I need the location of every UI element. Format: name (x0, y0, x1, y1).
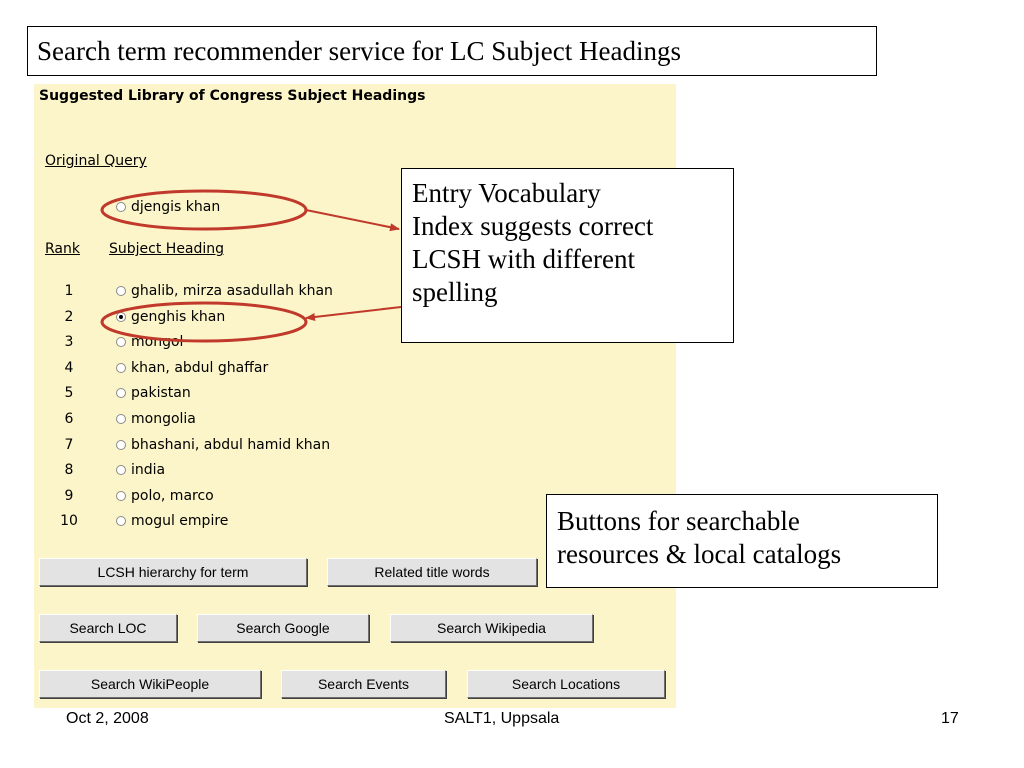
result-radio[interactable] (116, 440, 126, 450)
rank-number: 7 (64, 436, 74, 453)
result-heading: genghis khan (131, 308, 226, 325)
slide-title: Search term recommender service for LC Subject Headings (27, 26, 877, 76)
result-heading: polo, marco (131, 487, 214, 504)
result-heading: mongol (131, 334, 184, 351)
result-radio[interactable] (116, 363, 126, 373)
callout-line: Index suggests correct (412, 211, 654, 241)
rank-number: 4 (64, 359, 74, 376)
result-option[interactable] (116, 334, 183, 350)
callout-line: Buttons for searchable (557, 506, 800, 536)
rank-number: 1 (64, 283, 74, 299)
rank-number: 9 (64, 487, 74, 504)
rank-number: 3 (64, 334, 74, 351)
search-wikipeople-button[interactable]: Search WikiPeople (39, 670, 261, 698)
original-query-radio[interactable] (116, 202, 126, 212)
original-query-label: Original Query (45, 153, 147, 169)
search-events-button[interactable]: Search Events (281, 670, 446, 698)
result-option[interactable] (116, 309, 225, 325)
subject-heading-column-header: Subject Heading (109, 241, 225, 257)
callout-line: LCSH with different (412, 244, 635, 274)
related-title-words-button[interactable]: Related title words (327, 558, 537, 586)
result-heading: pakistan (131, 385, 191, 402)
panel-heading: Suggested Library of Congress Subject Headings (39, 88, 426, 104)
result-heading: india (131, 462, 166, 479)
result-option[interactable] (116, 437, 330, 453)
search-google-button[interactable]: Search Google (197, 614, 369, 642)
result-heading: mongolia (131, 410, 196, 427)
result-option[interactable] (116, 385, 191, 401)
footer-date: Oct 2, 2008 (66, 710, 149, 727)
rank-number: 5 (64, 385, 74, 402)
result-radio[interactable] (116, 337, 126, 347)
result-heading: khan, abdul ghaffar (131, 359, 269, 376)
callout-line: Entry Vocabulary (412, 178, 601, 208)
result-option[interactable] (116, 513, 228, 529)
footer-event: SALT1, Uppsala (444, 710, 560, 727)
search-locations-button[interactable]: Search Locations (467, 670, 665, 698)
result-option[interactable] (116, 360, 268, 376)
rank-number: 6 (64, 410, 74, 427)
rank-column-header: Rank (45, 241, 80, 257)
result-radio-selected[interactable] (116, 312, 126, 322)
result-heading: bhashani, abdul hamid khan (131, 436, 331, 453)
result-radio[interactable] (116, 491, 126, 501)
search-loc-button[interactable]: Search LOC (39, 614, 177, 642)
result-radio[interactable] (116, 388, 126, 398)
result-option[interactable] (116, 488, 214, 504)
rank-number: 2 (64, 308, 74, 325)
result-option[interactable] (116, 411, 196, 427)
result-radio[interactable] (116, 516, 126, 526)
result-option[interactable] (116, 462, 165, 478)
original-query-text: djengis khan (131, 199, 221, 215)
result-heading: ghalib, mirza asadullah khan (131, 283, 333, 299)
callout-line: spelling (412, 277, 498, 307)
callout-line: resources & local catalogs (557, 539, 842, 569)
result-radio[interactable] (116, 465, 126, 475)
original-query-option[interactable] (116, 199, 220, 215)
result-radio[interactable] (116, 414, 126, 424)
rank-number: 10 (60, 513, 78, 530)
result-heading: mogul empire (131, 513, 229, 530)
rank-number: 8 (64, 462, 74, 479)
footer-page-number: 17 (941, 710, 959, 727)
search-wikipedia-button[interactable]: Search Wikipedia (390, 614, 593, 642)
result-option[interactable] (116, 283, 333, 299)
buttons-note-callout (546, 494, 938, 588)
entry-vocabulary-callout (401, 168, 734, 343)
result-radio[interactable] (116, 286, 126, 296)
lcsh-hierarchy-button[interactable]: LCSH hierarchy for term (39, 558, 307, 586)
